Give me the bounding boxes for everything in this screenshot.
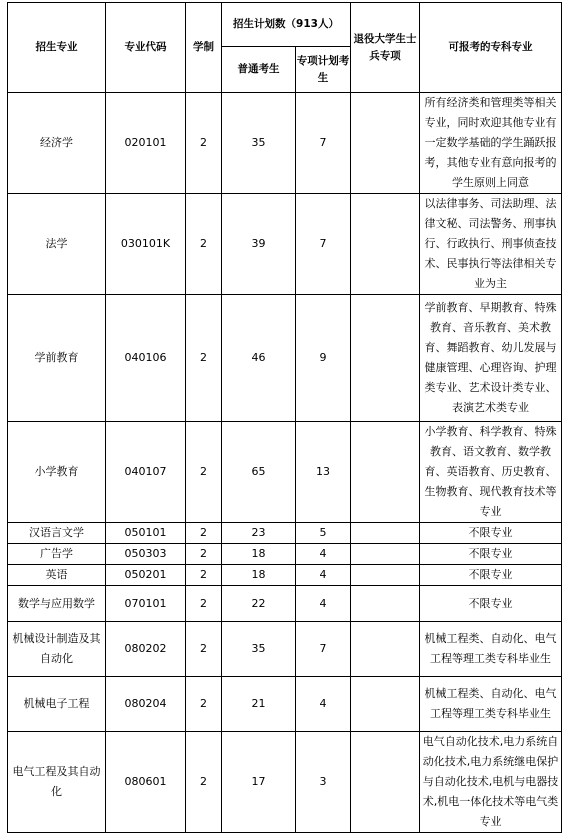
duration-cell: 2 bbox=[186, 677, 222, 732]
table-row bbox=[8, 544, 562, 565]
code-cell: 050303 bbox=[106, 544, 186, 565]
table-row bbox=[8, 422, 562, 523]
header-eligible: 可报考的专科专业 bbox=[420, 3, 562, 93]
eligible-cell: 所有经济类和管理类等相关专业，同时欢迎其他专业有一定数学基础的学生踊跃报考，其他专业有意向报考的学生原则上同意 bbox=[420, 93, 562, 194]
duration-cell: 2 bbox=[186, 93, 222, 194]
table-row bbox=[8, 93, 562, 194]
eligible-cell: 不限专业 bbox=[420, 586, 562, 622]
major-cell: 电气工程及其自动化 bbox=[8, 732, 106, 833]
special-count-cell: 9 bbox=[296, 295, 351, 422]
veteran-cell bbox=[351, 295, 420, 422]
major-cell: 学前教育 bbox=[8, 295, 106, 422]
table-row bbox=[8, 565, 562, 586]
code-cell: 070101 bbox=[106, 586, 186, 622]
table-row bbox=[8, 732, 562, 833]
major-cell: 机械设计制造及其自动化 bbox=[8, 622, 106, 677]
general-count-cell: 35 bbox=[222, 93, 296, 194]
header-veteran: 退役大学生士兵专项 bbox=[351, 3, 420, 93]
duration-cell: 2 bbox=[186, 194, 222, 295]
eligible-cell: 电气自动化技术,电力系统自动化技术,电力系统继电保护与自动化技术,电机与电器技术,机电一体化技术等电气类专业 bbox=[420, 732, 562, 833]
veteran-cell bbox=[351, 544, 420, 565]
eligible-cell: 学前教育、早期教育、特殊教育、音乐教育、美术教育、舞蹈教育、幼儿发展与健康管理、心理咨询、护理类专业、艺术设计类专业、表演艺术类专业 bbox=[420, 295, 562, 422]
special-count-cell: 7 bbox=[296, 622, 351, 677]
major-cell: 汉语言文学 bbox=[8, 523, 106, 544]
special-count-cell: 4 bbox=[296, 677, 351, 732]
header-special: 专项计划考生 bbox=[296, 47, 351, 93]
special-count-cell: 13 bbox=[296, 422, 351, 523]
duration-cell: 2 bbox=[186, 295, 222, 422]
general-count-cell: 18 bbox=[222, 544, 296, 565]
veteran-cell bbox=[351, 523, 420, 544]
eligible-cell: 不限专业 bbox=[420, 565, 562, 586]
header-duration: 学制 bbox=[186, 3, 222, 93]
eligible-cell: 机械工程类、自动化、电气工程等理工类专科毕业生 bbox=[420, 622, 562, 677]
eligible-cell: 机械工程类、自动化、电气工程等理工类专科毕业生 bbox=[420, 677, 562, 732]
special-count-cell: 7 bbox=[296, 194, 351, 295]
header-code: 专业代码 bbox=[106, 3, 186, 93]
duration-cell: 2 bbox=[186, 422, 222, 523]
veteran-cell bbox=[351, 93, 420, 194]
major-cell: 经济学 bbox=[8, 93, 106, 194]
code-cell: 050101 bbox=[106, 523, 186, 544]
table-row bbox=[8, 586, 562, 622]
eligible-cell: 以法律事务、司法助理、法律文秘、司法警务、刑事执行、行政执行、刑事侦查技术、民事执行等法律相关专业为主 bbox=[420, 194, 562, 295]
special-count-cell: 7 bbox=[296, 93, 351, 194]
code-cell: 080204 bbox=[106, 677, 186, 732]
duration-cell: 2 bbox=[186, 544, 222, 565]
major-cell: 小学教育 bbox=[8, 422, 106, 523]
header-major: 招生专业 bbox=[8, 3, 106, 93]
duration-cell: 2 bbox=[186, 565, 222, 586]
major-cell: 法学 bbox=[8, 194, 106, 295]
eligible-cell: 小学教育、科学教育、特殊教育、语文教育、数学教育、英语教育、历史教育、生物教育、现代教育技术等专业 bbox=[420, 422, 562, 523]
general-count-cell: 21 bbox=[222, 677, 296, 732]
veteran-cell bbox=[351, 586, 420, 622]
code-cell: 080202 bbox=[106, 622, 186, 677]
special-count-cell: 5 bbox=[296, 523, 351, 544]
code-cell: 080601 bbox=[106, 732, 186, 833]
veteran-cell bbox=[351, 677, 420, 732]
general-count-cell: 18 bbox=[222, 565, 296, 586]
veteran-cell bbox=[351, 732, 420, 833]
special-count-cell: 4 bbox=[296, 544, 351, 565]
header-plan-group: 招生计划数（913人） bbox=[222, 3, 351, 47]
table-row bbox=[8, 295, 562, 422]
general-count-cell: 65 bbox=[222, 422, 296, 523]
duration-cell: 2 bbox=[186, 622, 222, 677]
general-count-cell: 17 bbox=[222, 732, 296, 833]
special-count-cell: 4 bbox=[296, 565, 351, 586]
duration-cell: 2 bbox=[186, 523, 222, 544]
general-count-cell: 22 bbox=[222, 586, 296, 622]
eligible-cell: 不限专业 bbox=[420, 544, 562, 565]
table-row bbox=[8, 194, 562, 295]
header-general: 普通考生 bbox=[222, 47, 296, 93]
code-cell: 040107 bbox=[106, 422, 186, 523]
code-cell: 030101K bbox=[106, 194, 186, 295]
general-count-cell: 35 bbox=[222, 622, 296, 677]
table-row bbox=[8, 523, 562, 544]
major-cell: 广告学 bbox=[8, 544, 106, 565]
special-count-cell: 4 bbox=[296, 586, 351, 622]
special-count-cell: 3 bbox=[296, 732, 351, 833]
major-cell: 英语 bbox=[8, 565, 106, 586]
veteran-cell bbox=[351, 622, 420, 677]
table-row bbox=[8, 622, 562, 677]
duration-cell: 2 bbox=[186, 586, 222, 622]
code-cell: 020101 bbox=[106, 93, 186, 194]
table-row bbox=[8, 677, 562, 732]
duration-cell: 2 bbox=[186, 732, 222, 833]
major-cell: 机械电子工程 bbox=[8, 677, 106, 732]
general-count-cell: 23 bbox=[222, 523, 296, 544]
major-cell: 数学与应用数学 bbox=[8, 586, 106, 622]
code-cell: 040106 bbox=[106, 295, 186, 422]
general-count-cell: 39 bbox=[222, 194, 296, 295]
enrollment-table bbox=[7, 2, 562, 833]
general-count-cell: 46 bbox=[222, 295, 296, 422]
code-cell: 050201 bbox=[106, 565, 186, 586]
veteran-cell bbox=[351, 194, 420, 295]
veteran-cell bbox=[351, 565, 420, 586]
veteran-cell bbox=[351, 422, 420, 523]
eligible-cell: 不限专业 bbox=[420, 523, 562, 544]
